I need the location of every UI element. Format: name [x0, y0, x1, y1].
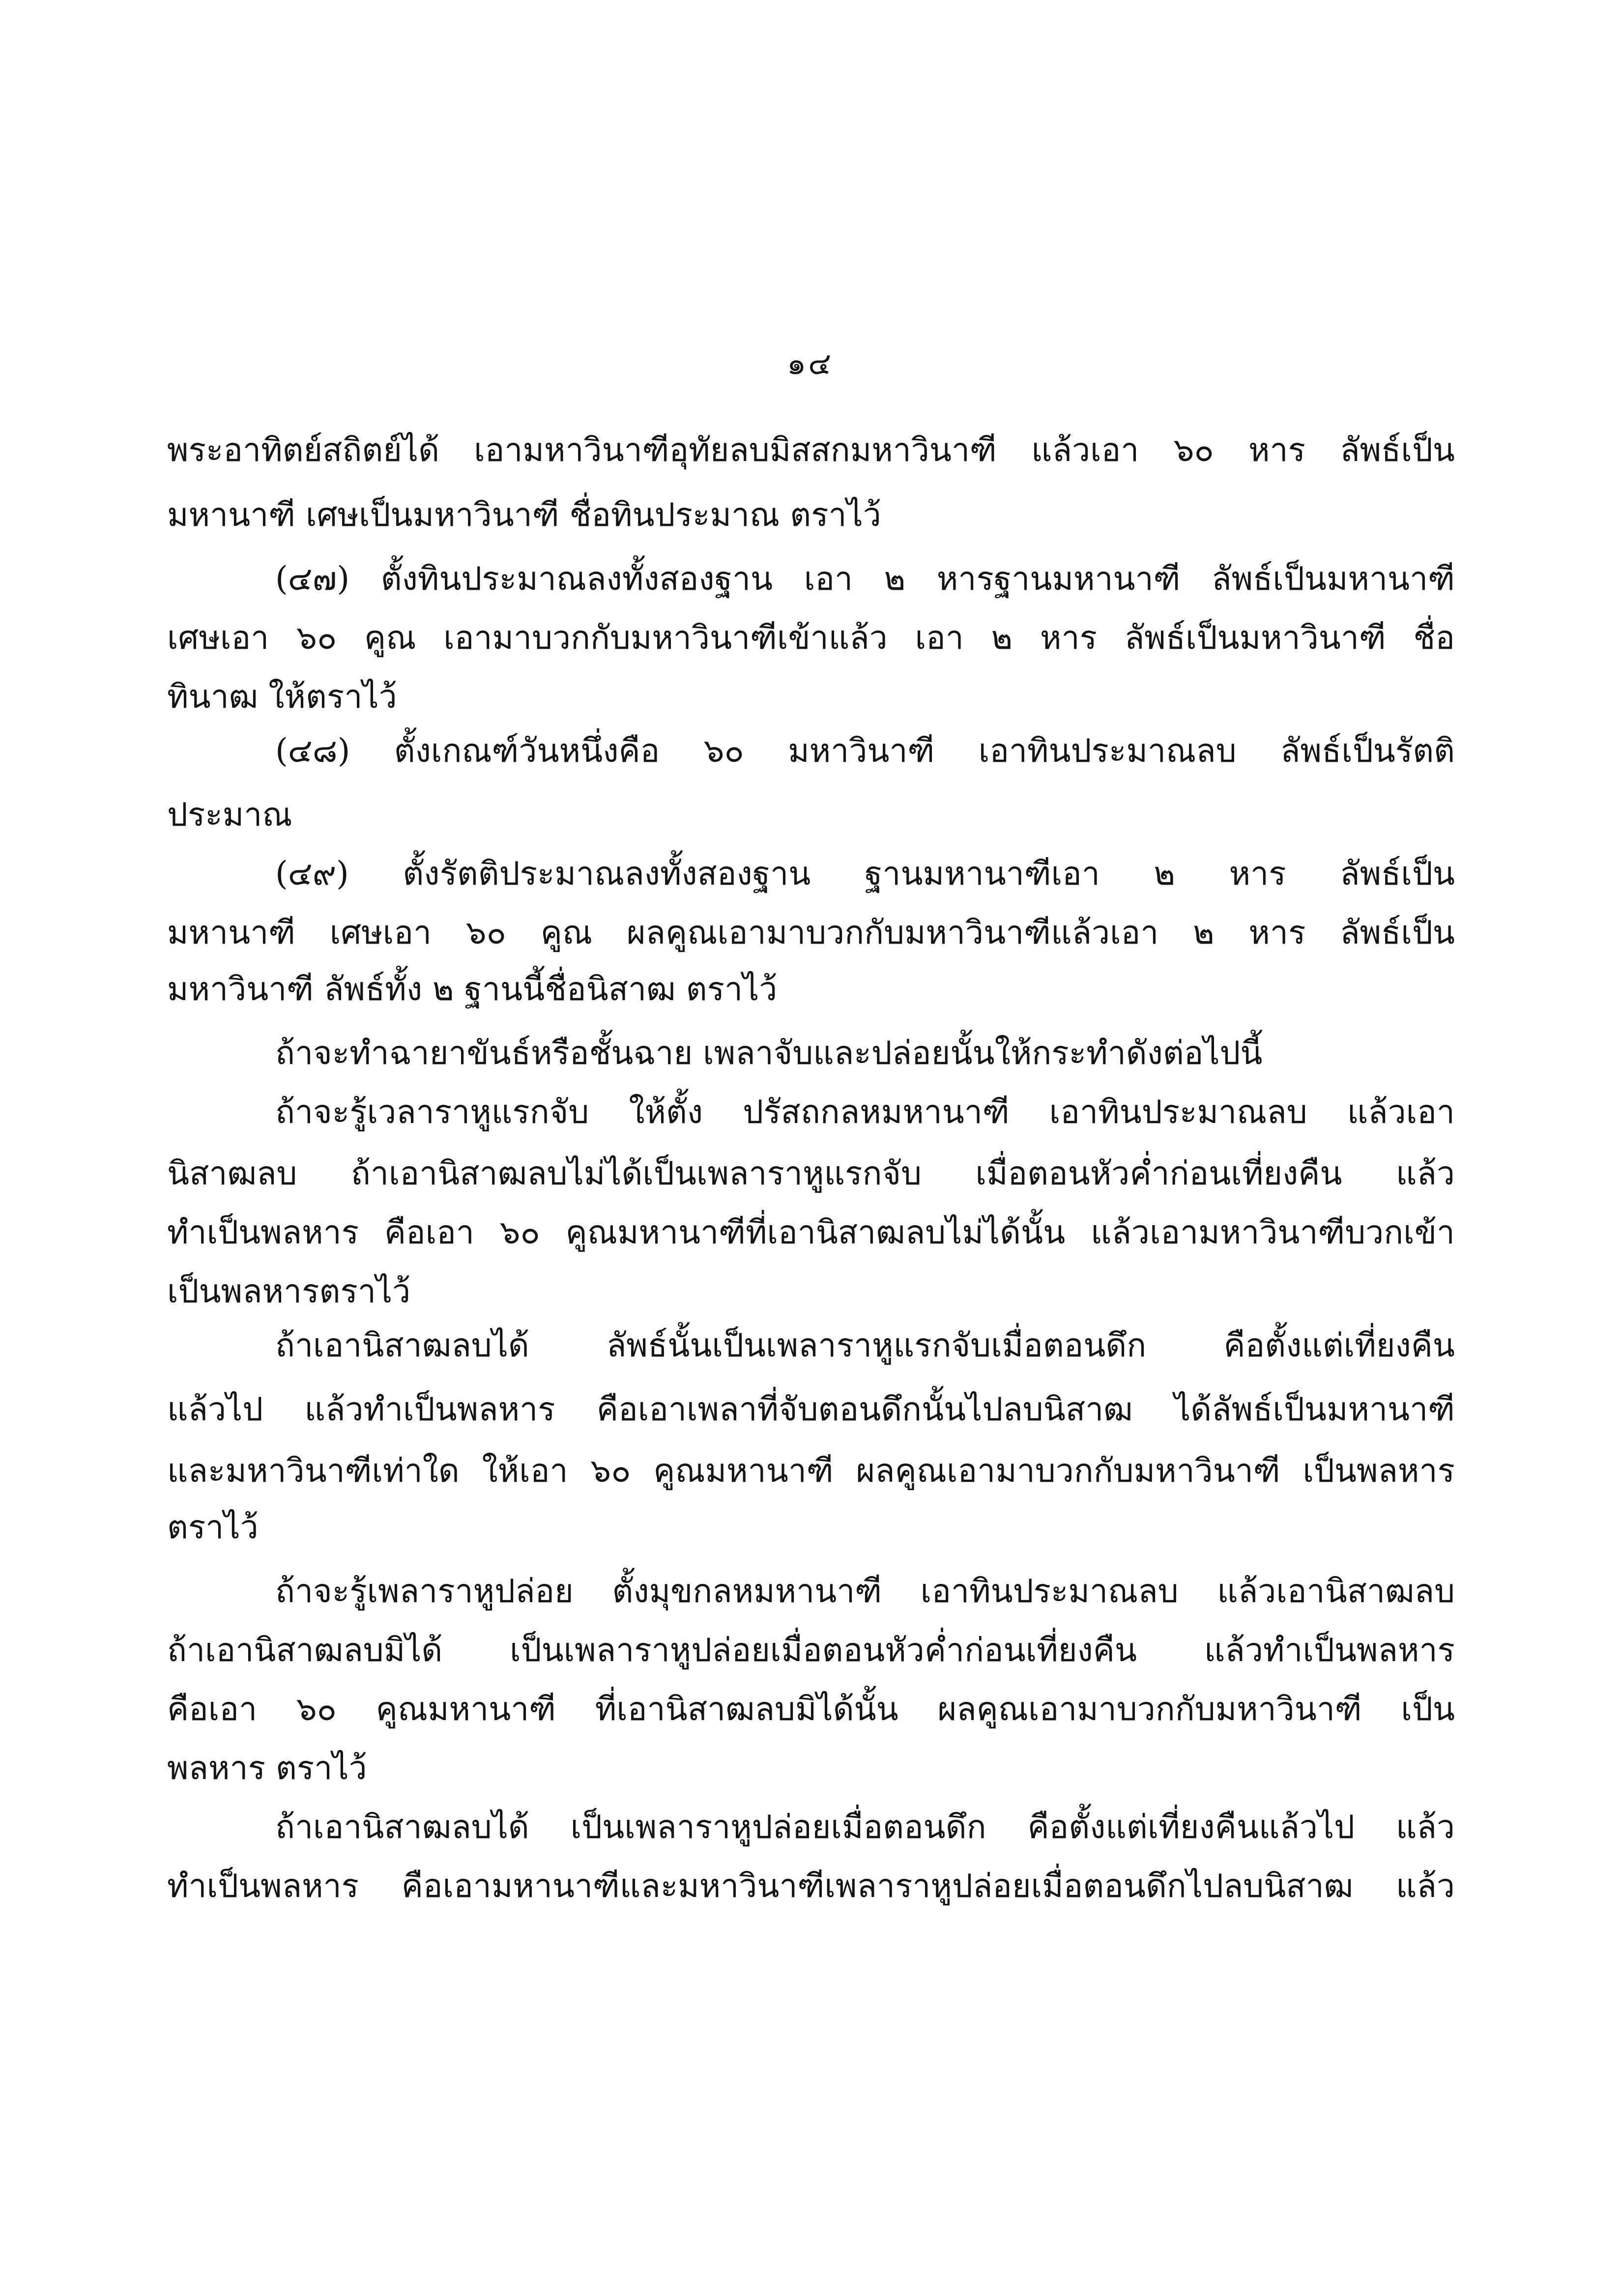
text-line: พลหาร ตราไว้ [167, 1749, 367, 1787]
text-line: พระอาทิตย์สถิตย์ได้ เอามหาวินาฑีอุทัยลบมิสสกมหาวินาฑี แล้วเอา ๖๐ หาร ลัพธ์เป็น [167, 431, 1455, 469]
text-line: เศษเอา ๖๐ คูณ เอามาบวกกับมหาวินาฑีเข้าแล้ว เอา ๒ หาร ลัพธ์เป็นมหาวินาฑี ชื่อ [167, 619, 1455, 657]
text-line: มหานาฑี เศษเอา ๖๐ คูณ ผลคูณเอามาบวกกับมหาวินาฑีแล้วเอา ๒ หาร ลัพธ์เป็น [167, 914, 1455, 951]
text-line: มหาวินาฑี ลัพธ์ทั้ง ๒ ฐานนี้ชื่อนิสาฒ ตราไว้ [167, 970, 778, 1008]
text-line: ถ้าจะรู้เพลาราหูปล่อย ตั้งมุขกลหมหานาฑี เอาทินประมาณลบ แล้วเอานิสาฒลบ [275, 1572, 1455, 1610]
text-line: นิสาฒลบ ถ้าเอานิสาฒลบไม่ได้เป็นเพลาราหูแรกจับ เมื่อตอนหัวค่ำก่อนเที่ยงคืน แล้ว [167, 1154, 1455, 1192]
text-line: (๔๘) ตั้งเกณฑ์วันหนึ่งคือ ๖๐ มหาวินาฑี เอาทินประมาณลบ ลัพธ์เป็นรัตติ [275, 732, 1455, 770]
text-line: ทินาฒ ให้ตราไว้ [167, 678, 397, 716]
text-line: ถ้าจะรู้เวลาราหูแรกจับ ให้ตั้ง ปรัสถกลหมหานาฑี เอาทินประมาณลบ แล้วเอา [275, 1093, 1455, 1131]
text-line: ถ้าเอานิสาฒลบมิได้ เป็นเพลาราหูปล่อยเมื่อตอนหัวค่ำก่อนเที่ยงคืน แล้วทำเป็นพลหาร [167, 1631, 1455, 1669]
text-line: ประมาณ [167, 796, 292, 833]
text-line: แล้วไป แล้วทำเป็นพลหาร คือเอาเพลาที่จับตอนดึกนั้นไปลบนิสาฒ ได้ลัพธ์เป็นมหานาฑี [167, 1390, 1455, 1428]
text-line: คือเอา ๖๐ คูณมหานาฑี ที่เอานิสาฒลบมิได้นั้น ผลคูณเอามาบวกกับมหาวินาฑี เป็น [167, 1690, 1455, 1728]
text-line: (๔๗) ตั้งทินประมาณลงทั้งสองฐาน เอา ๒ หารฐานมหานาฑี ลัพธ์เป็นมหานาฑี [275, 560, 1455, 598]
text-line: ทำเป็นพลหาร คือเอามหานาฑีและมหาวินาฑีเพลาราหูปล่อยเมื่อตอนดึกไปลบนิสาฒ แล้ว [167, 1867, 1455, 1905]
text-line: ทำเป็นพลหาร คือเอา ๖๐ คูณมหานาฑีที่เอานิสาฒลบไม่ได้นั้น แล้วเอามหาวินาฑีบวกเข้า [167, 1213, 1455, 1251]
text-line: และมหาวินาฑีเท่าใด ให้เอา ๖๐ คูณมหานาฑี ผลคูณเอามาบวกกับมหาวินาฑี เป็นพลหาร [167, 1452, 1455, 1490]
text-line: มหานาฑี เศษเป็นมหาวินาฑี ชื่อทินประมาณ ตราไว้ [167, 496, 881, 534]
text-line: ถ้าจะทำฉายาขันธ์หรือชั้นฉาย เพลาจับและปล่อยนั้นให้กระทำดังต่อไปนี้ [275, 1034, 1263, 1072]
page-number: ๑๔ [786, 345, 834, 381]
text-line: ถ้าเอานิสาฒลบได้ เป็นเพลาราหูปล่อยเมื่อตอนดึก คือตั้งแต่เที่ยงคืนแล้วไป แล้ว [275, 1808, 1455, 1846]
text-line: ถ้าเอานิสาฒลบได้ ลัพธ์นั้นเป็นเพลาราหูแรกจับเมื่อตอนดึก คือตั้งแต่เที่ยงคืน [275, 1326, 1455, 1364]
text-line: เป็นพลหารตราไว้ [167, 1272, 411, 1310]
text-line: ตราไว้ [167, 1508, 259, 1546]
text-line: (๔๙) ตั้งรัตติประมาณลงทั้งสองฐาน ฐานมหานาฑีเอา ๒ หาร ลัพธ์เป็น [275, 855, 1455, 892]
